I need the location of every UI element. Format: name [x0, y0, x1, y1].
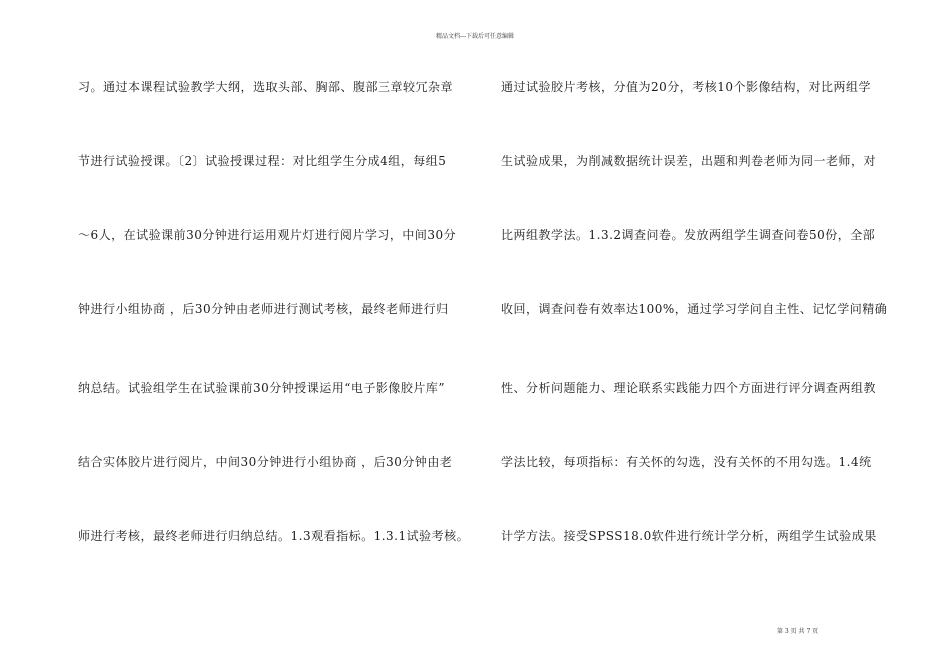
- text-line: 纳总结。试验组学生在试验课前30分钟授课运用“电子影像胶片库”: [78, 381, 446, 395]
- page-number: 第 3 页 共 7 页: [777, 628, 819, 635]
- text-line: 习。通过本课程试验教学大纲，选取头部、胸部、腹部三章较冗杂章: [78, 80, 454, 94]
- text-line: 钟进行小组协商 ，后30分钟由老师进行测试考核，最终老师进行归: [78, 302, 449, 316]
- text-line: 性、分析问题能力、理论联系实践能力四个方面进行评分调查两组教: [501, 381, 877, 395]
- text-line: 收回，调查问卷有效率达100%，通过学习学问自主性、记忆学问精确: [501, 302, 888, 316]
- text-line: ～6人，在试验课前30分钟进行运用观片灯进行阅片学习，中间30分: [78, 228, 457, 242]
- text-line: 师进行考核，最终老师进行归纳总结。1.3观看指标。1.3.1试验考核。: [78, 529, 470, 543]
- text-line: 计学方法。接受SPSS18.0软件进行统计学分析，两组学生试验成果: [501, 529, 877, 543]
- page-header: 精品文档---下载后可任意编辑: [435, 33, 515, 40]
- text-line: 结合实体胶片进行阅片，中间30分钟进行小组协商 ，后30分钟由老: [78, 455, 453, 469]
- text-line: 节进行试验授课。〔2〕试验授课过程：对比组学生分成4组，每组5: [78, 154, 447, 168]
- text-line: 通过试验胶片考核，分值为20分，考核10个影像结构，对比两组学: [501, 80, 872, 94]
- text-line: 生试验成果，为削减数据统计误差，出题和判卷老师为同一老师，对: [501, 154, 877, 168]
- text-line: 学法比较，每项指标：有关怀的勾选，没有关怀的不用勾选。1.4统: [501, 455, 872, 469]
- text-line: 比两组教学法。1.3.2调查问卷。发放两组学生调查问卷50份，全部: [501, 228, 876, 242]
